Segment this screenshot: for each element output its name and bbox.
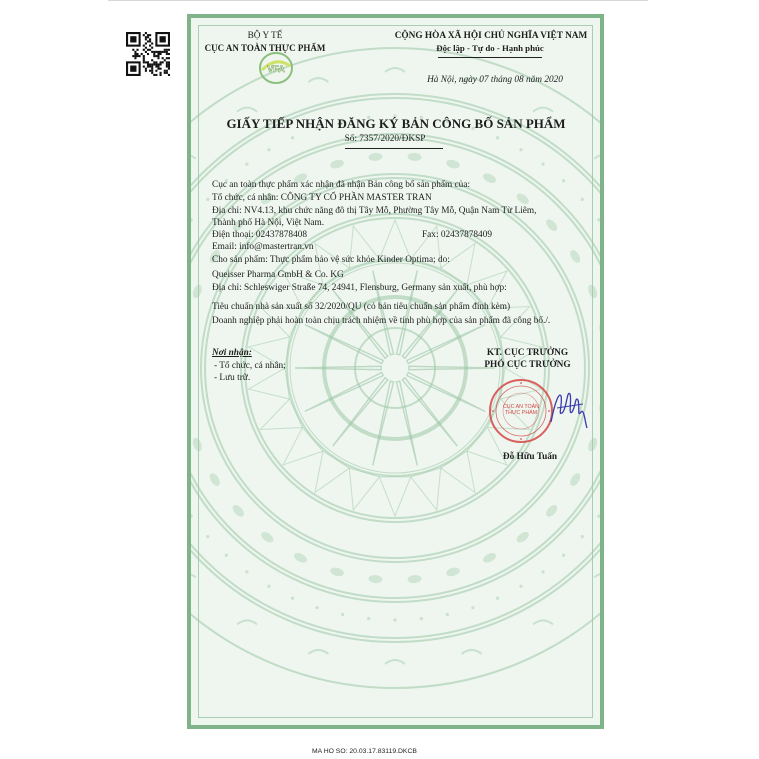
intro-line: Cục an toàn thực phẩm xác nhận đã nhận Bản công bố sản phẩm của: [212,180,471,190]
document-number: Số: 7357/2020/ĐKSP [344,134,426,144]
ministry-name: BỘ Y TẾ [247,31,283,41]
national-motto: Độc lập - Tự do - Hạnh phúc [436,43,544,53]
place-and-date: Hà Nội, ngày 07 tháng 08 năm 2020 [427,75,563,85]
country-name: CỘNG HÒA XÃ HỘI CHỦ NGHĨA VIỆT NAM [394,31,588,41]
page-top-rule [108,0,648,1]
vfa-logo [258,50,294,86]
stamp-text: CỤC AN TOÀN THỰC PHẨM [502,404,539,416]
recipient-item: - Tổ chức, cá nhân; [214,361,286,371]
qr-code [126,32,170,76]
email-line: Email: info@mastertran.vn [212,242,314,252]
signer-name: Đỗ Hữu Tuấn [502,452,558,462]
manufacturer-line: Queisser Pharma GmbH & Co. KG [212,270,344,280]
product-line: Cho sản phẩm: Thực phẩm bảo vệ sức khỏe Kinder Optima; do: [212,255,450,265]
document-title: GIẤY TIẾP NHẬN ĐĂNG KÝ BẢN CÔNG BỐ SẢN PHẨM [226,116,566,131]
standard-line: Tiêu chuẩn nhà sản xuất số 32/2020/QU (có bản tiêu chuẩn sản phẩm đính kèm) [212,302,511,312]
motto-underline [438,57,542,58]
fax-line: Fax: 02437878409 [422,230,492,240]
agency-name: CỤC AN TOÀN THỰC PHẨM [204,43,326,53]
phone-line: Điện thoại: 02437878408 [212,230,308,240]
recipient-item: - Lưu trữ. [214,373,251,383]
signer-role-1: KT. CỤC TRƯỞNG [486,348,569,358]
handwritten-signature [543,382,593,434]
organization-line: Tổ chức, cá nhân: CÔNG TY CỔ PHẦN MASTER TRAN [212,193,432,203]
manufacturer-address-line: Địa chỉ: Schleswiger Straße 74, 24941, Flensburg, Germany sản xuất, phù hợp: [212,283,507,293]
vfa-logo-text: VFA [267,64,285,74]
responsibility-line: Doanh nghiệp phải hoàn toàn chịu trách nhiệm về tính phù hợp của sản phẩm đã công bố./. [212,316,551,326]
signer-role-2: PHÓ CỤC TRƯỞNG [484,360,571,370]
address-line-1: Địa chỉ: NV4.13, khu chức năng đô thị Tây Mỗ, Phường Tây Mỗ, Quận Nam Từ Liêm, [212,206,537,216]
dossier-code: MA HO SO: 20.03.17.83119.DKCB [312,748,417,755]
number-underline [345,148,443,149]
recipients-heading: Nơi nhận: [212,348,252,358]
address-line-2: Thành phố Hà Nội, Việt Nam. [212,218,325,228]
